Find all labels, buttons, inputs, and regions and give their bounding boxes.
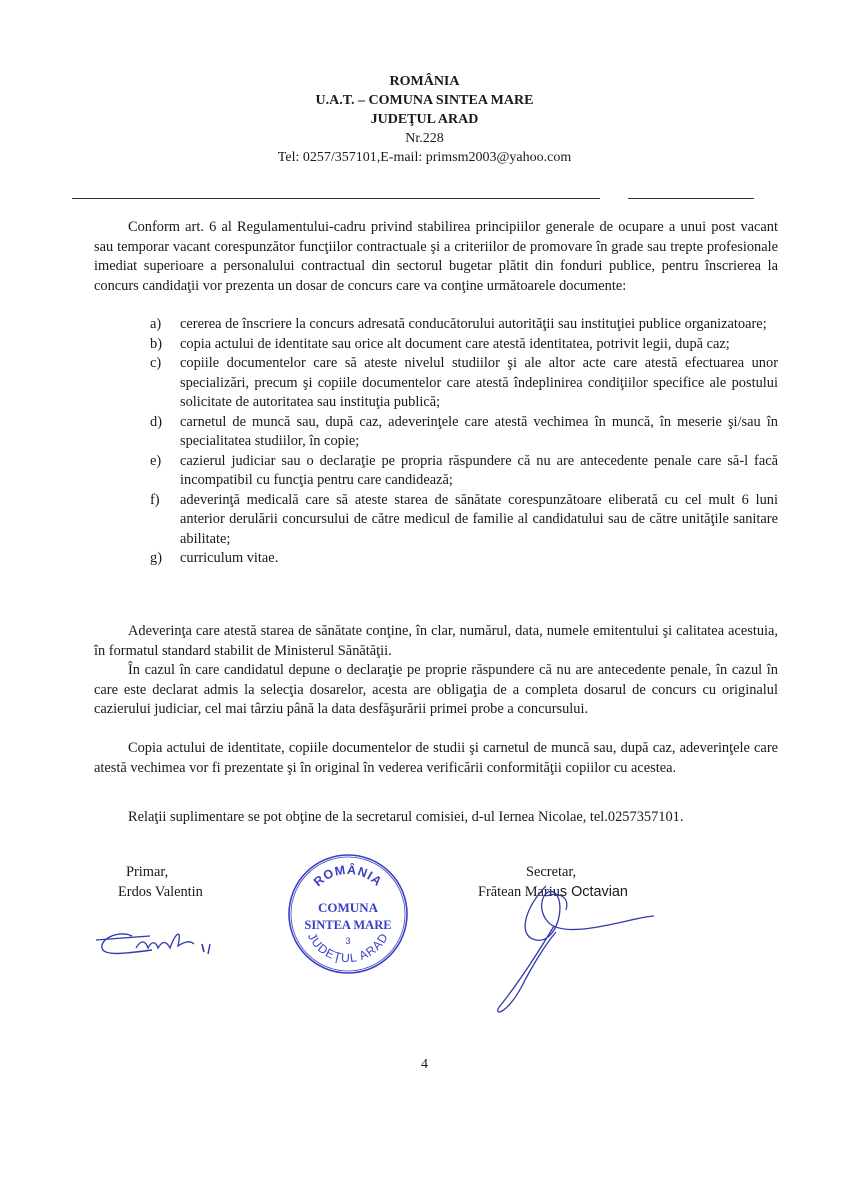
list-item-marker: c) (150, 355, 162, 371)
mayor-signature-block (118, 862, 203, 902)
list-item (94, 413, 778, 452)
list-item-marker: b) (150, 335, 162, 352)
registration-number: Nr.228 (405, 131, 444, 146)
list-item-text: cererea de înscriere la concurs adresată conducătorului autorităţii sau instituţiei publice organizatoare; (180, 316, 767, 332)
letterhead (0, 72, 849, 167)
contact-line: Tel: 0257/357101,E-mail: primsm2003@yahoo.com (277, 150, 572, 165)
country-name: ROMÂNIA (389, 74, 460, 89)
header-divider (628, 198, 754, 199)
list-item-marker: f) (150, 491, 160, 508)
list-item-text: copiile documentelor care să ateste nivelul studiilor şi ale altor acte care atestă efectuarea unor specializări, precum şi copiile documentelor care atestă îndeplinirea condiţiilor specifice ale postului solicitate de autoritatea sau instituţia publică; (180, 355, 778, 410)
svg-text:SINTEA MARE: SINTEA MARE (304, 918, 392, 932)
intro-paragraph: Conform art. 6 al Regulamentului-cadru privind stabilirea principiilor generale de ocupare a unui post vacant sau temporar vacant corespunzător funcţiilor contractuale şi a criteriilor de promovare în grade sau trepte profesionale imediat superioare a personalului contractual din sectorul bugetar plătit din fonduri publice, pentru înscrierea la concurs candidaţii vor prezenta un dosar de concurs care va conţine următoarele documente: (94, 219, 778, 294)
mayor-title: Primar, (126, 864, 169, 880)
svg-text:3: 3 (345, 936, 351, 946)
official-stamp (286, 852, 410, 976)
list-item-text: copia actului de identitate sau orice alt document care atestă identitatea, potrivit legii, după caz; (180, 335, 730, 352)
list-item-text: carnetul de muncă sau, după caz, adeverinţele care atestă vechimea în muncă, în meserie şi/sau în specialitatea studiilor, în copie; (180, 413, 778, 449)
list-item (94, 549, 778, 569)
svg-text:ROMÂNIA: ROMÂNIA (310, 862, 386, 890)
list-item (94, 452, 778, 491)
original-documents-paragraph: Copia actului de identitate, copiile documentelor de studii şi carnetul de muncă sau, după caz, adeverinţele care atestă vechimea vor fi prezentate şi în original în vederea verificării conformităţii copiilor cu acestea. (94, 740, 778, 776)
svg-text:COMUNA: COMUNA (318, 900, 378, 915)
criminal-record-paragraph: În cazul în care candidatul depune o declaraţie pe proprie răspundere că nu are antecedente penale, în cazul în care este declarat admis la selecţia dosarelor, acesta are obligaţia de a completa dosarul de concurs cu originalul cazierului judiciar, cel mai târziu până la data desfăşurării primei probe a concursului. (94, 662, 778, 717)
required-documents-list (94, 315, 778, 569)
secretary-title: Secretar, (526, 864, 577, 880)
list-item-text: adeverinţă medicală care să ateste starea de sănătate corespunzătoare eliberată cu cel mult 6 luni anterior derulării concursului de către medicul de familie al candidatului sau de către unităţile sanitare abilitate; (180, 491, 778, 547)
list-item-text: cazierul judiciar sau o declaraţie pe propria răspundere că nu are antecedente penale care să-l facă incompatibil cu funcţia pentru care candidează; (180, 452, 778, 488)
svg-text:JUDEŢUL ARAD: JUDEŢUL ARAD (304, 930, 392, 966)
list-item-marker: g) (150, 550, 162, 566)
mayor-handwritten-signature (92, 918, 222, 968)
list-item (94, 315, 778, 335)
list-item-marker: e) (150, 452, 162, 469)
list-item-marker: d) (150, 413, 162, 430)
county-name: JUDEŢUL ARAD (370, 112, 479, 127)
medical-certificate-paragraph: Adeverinţa care atestă starea de sănătate conţine, în clar, numărul, data, numele emitentului şi calitatea acestuia, în formatul standard stabilit de Ministerul Sănătăţii. (94, 623, 778, 659)
list-item (94, 491, 778, 550)
page-number: 4 (421, 1057, 428, 1072)
institution-name: U.A.T. – COMUNA SINTEA MARE (315, 93, 534, 108)
header-divider (72, 198, 472, 199)
list-item-marker: a) (150, 316, 162, 332)
header-divider (472, 198, 600, 199)
list-item (94, 354, 778, 413)
secretary-handwritten-signature (486, 866, 656, 1016)
additional-info-paragraph: Relaţii suplimentare se pot obţine de la secretarul comisiei, d-ul Iernea Nicolae, tel.0257357101. (128, 809, 684, 825)
list-item-text: curriculum vitae. (180, 550, 279, 566)
list-item (94, 335, 778, 355)
secretary-name: Frătean Marius Octavian (478, 884, 628, 900)
mayor-name: Erdos Valentin (118, 884, 203, 900)
